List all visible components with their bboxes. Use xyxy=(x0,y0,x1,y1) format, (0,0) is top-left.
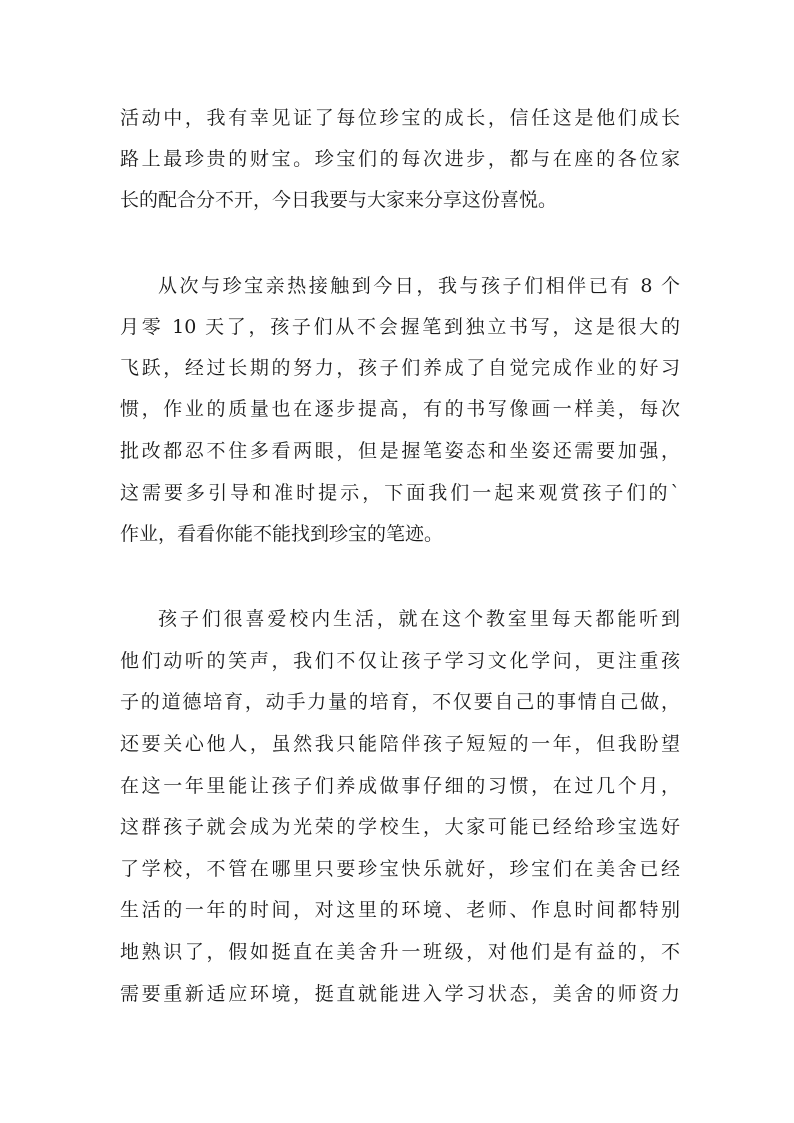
paragraph-2-line-6: 这需要多引导和准时提示，下面我们一起来观赏孩子们的` xyxy=(120,482,680,504)
paragraph-3-line-8: 生活的一年的时间，对这里的环境、老师、作息时间都特别 xyxy=(120,899,680,921)
paragraph-3-line-9: 地熟识了，假如挺直在美舍升一班级，对他们是有益的，不 xyxy=(120,941,680,963)
paragraph-3-line-6: 这群孩子就会成为光荣的学校生，大家可能已经给珍宝选好 xyxy=(120,816,680,838)
paragraph-1-line-3: 长的配合分不开，今日我要与大家来分享这份喜悦。 xyxy=(120,189,558,211)
paragraph-2-line-7: 作业，看看你能不能找到珍宝的笔迹。 xyxy=(120,523,444,545)
paragraph-3-line-4: 还要关心他人，虽然我只能陪伴孩子短短的一年，但我盼望 xyxy=(120,733,680,755)
paragraph-2-line-2: 月零 10 天了，孩子们从不会握笔到独立书写，这是很大的 xyxy=(120,316,680,338)
paragraph-1-line-2: 路上最珍贵的财宝。珍宝们的每次进步，都与在座的各位家 xyxy=(120,148,680,170)
paragraph-3-line-2: 他们动听的笑声，我们不仅让孩子学习文化学问，更注重孩 xyxy=(120,650,680,672)
paragraph-3-line-5: 在这一年里能让孩子们养成做事仔细的习惯，在过几个月， xyxy=(120,775,680,797)
paragraph-2-line-5: 批改都忍不住多看两眼，但是握笔姿态和坐姿还需要加强， xyxy=(120,440,680,462)
paragraph-3-line-1: 孩子们很喜爱校内生活，就在这个教室里每天都能听到 xyxy=(158,608,680,630)
paragraph-3-line-7: 了学校，不管在哪里只要珍宝快乐就好，珍宝们在美舍已经 xyxy=(120,858,680,880)
paragraph-3-line-3: 子的道德培育，动手力量的培育，不仅要自己的事情自己做， xyxy=(120,691,680,713)
paragraph-2-line-3: 飞跃，经过长期的努力，孩子们养成了自觉完成作业的好习 xyxy=(120,357,680,379)
paragraph-2-line-4: 惯，作业的质量也在逐步提高，有的书写像画一样美，每次 xyxy=(120,398,680,420)
paragraph-2-line-1: 从次与珍宝亲热接触到今日，我与孩子们相伴已有 8 个 xyxy=(158,275,680,297)
paragraph-1-line-1: 活动中，我有幸见证了每位珍宝的成长，信任这是他们成长 xyxy=(120,107,680,129)
paragraph-3-line-10: 需要重新适应环境，挺直就能进入学习状态，美舍的师资力 xyxy=(120,983,680,1005)
